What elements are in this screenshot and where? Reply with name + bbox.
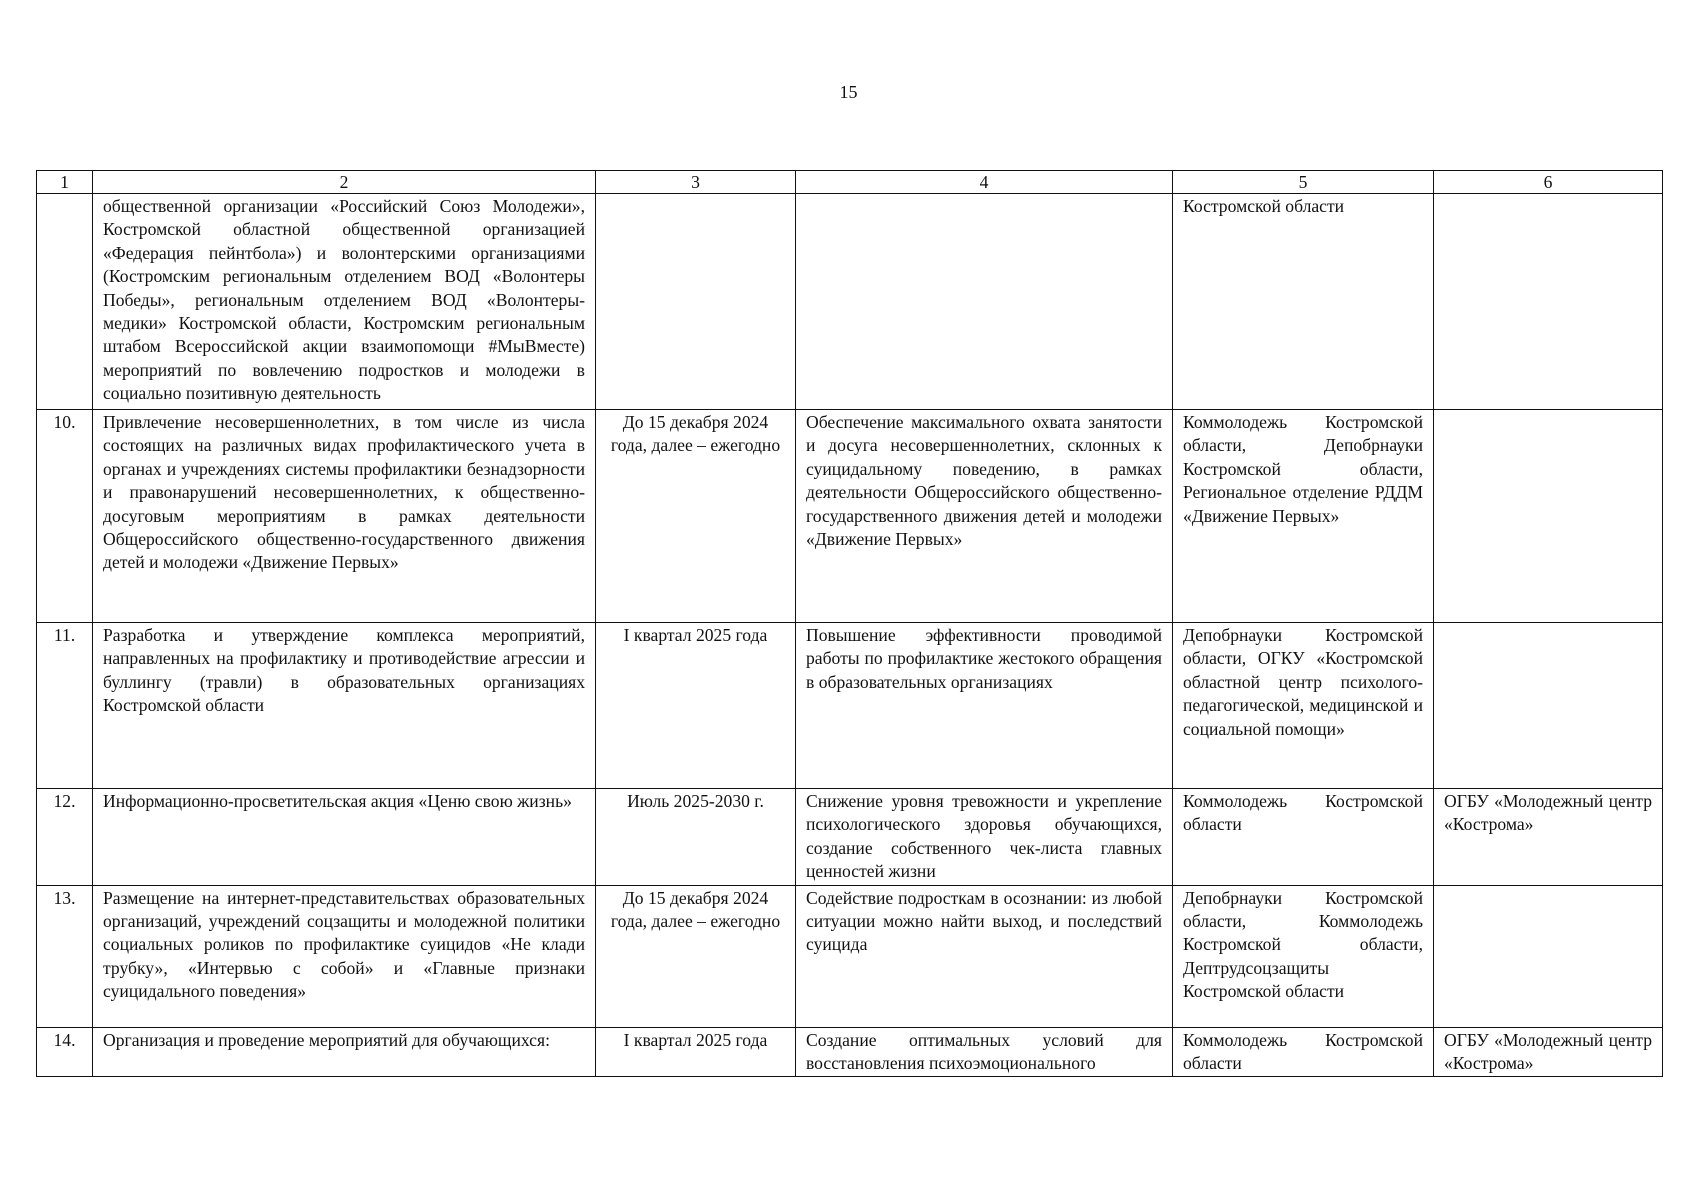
- responsible-cell: Костромской области: [1173, 194, 1434, 410]
- event-cell: общественной организации «Российский Союз Молодежи», Костромской областной общественной организацией «Федерация пейнтбола») и волонтерскими организациями (Костромским региональным отделением ВОД «Волонтеры Победы», региональным отделением ВОД «Волонтеры-медики» Костромской области, Костромским региональным штабом Всероссийской акции взаимопомощи #МыВместе) мероприятий по вовлечению подростков и молодежи в социально позитивную деятельность: [93, 194, 596, 410]
- table-row: [37, 410, 1663, 623]
- page-number: 15: [839, 82, 858, 102]
- row-number: 10.: [37, 410, 93, 623]
- table-row: [37, 623, 1663, 789]
- column-number-row: [37, 171, 1663, 194]
- table-row: [37, 1027, 1663, 1077]
- coexecutor-cell: [1434, 885, 1663, 1027]
- event-cell: Организация и проведение мероприятий для обучающихся:: [93, 1027, 596, 1077]
- event-cell: Информационно-просветительская акция «Ценю свою жизнь»: [93, 789, 596, 886]
- coexecutor-cell: [1434, 410, 1663, 623]
- column-header-6: 6: [1434, 171, 1663, 194]
- row-number: 12.: [37, 789, 93, 886]
- column-header-5: 5: [1173, 171, 1434, 194]
- term-cell: До 15 декабря 2024 года, далее – ежегодно: [596, 410, 796, 623]
- term-cell: I квартал 2025 года: [596, 623, 796, 789]
- column-header-2: 2: [93, 171, 596, 194]
- table-row: [37, 789, 1663, 886]
- responsible-cell: Депобрнауки Костромской области, Коммолодежь Костромской области, Дептрудсоцзащиты Костромской области: [1173, 885, 1434, 1027]
- responsible-cell: Коммолодежь Костромской области: [1173, 1027, 1434, 1077]
- term-cell: I квартал 2025 года: [596, 1027, 796, 1077]
- result-cell: Содействие подросткам в осознании: из любой ситуации можно найти выход, и последствий суицида: [796, 885, 1173, 1027]
- responsible-cell: Коммолодежь Костромской области, Депобрнауки Костромской области, Региональное отделение РДДМ «Движение Первых»: [1173, 410, 1434, 623]
- term-cell: Июль 2025-2030 г.: [596, 789, 796, 886]
- column-header-1: 1: [37, 171, 93, 194]
- coexecutor-cell: ОГБУ «Молодежный центр «Кострома»: [1434, 1027, 1663, 1077]
- term-cell: До 15 декабря 2024 года, далее – ежегодно: [596, 885, 796, 1027]
- table-row: [37, 885, 1663, 1027]
- row-number: 11.: [37, 623, 93, 789]
- result-cell: Повышение эффективности проводимой работы по профилактике жестокого обращения в образовательных организациях: [796, 623, 1173, 789]
- coexecutor-cell: ОГБУ «Молодежный центр «Кострома»: [1434, 789, 1663, 886]
- row-number: [37, 194, 93, 410]
- column-header-4: 4: [796, 171, 1173, 194]
- result-cell: [796, 194, 1173, 410]
- responsible-cell: Коммолодежь Костромской области: [1173, 789, 1434, 886]
- table-row: [37, 194, 1663, 410]
- event-cell: Привлечение несовершеннолетних, в том числе из числа состоящих на различных видах профилактического учета в органах и учреждениях системы профилактики безнадзорности и правонарушений несовершеннолетних, к общественно-досуговым мероприятиям в рамках деятельности Общероссийского общественно-государственного движения детей и молодежи «Движение Первых»: [93, 410, 596, 623]
- coexecutor-cell: [1434, 194, 1663, 410]
- row-number: 13.: [37, 885, 93, 1027]
- row-number: 14.: [37, 1027, 93, 1077]
- result-cell: Создание оптимальных условий для восстановления психоэмоционального: [796, 1027, 1173, 1077]
- result-cell: Обеспечение максимального охвата занятости и досуга несовершеннолетних, склонных к суицидальному поведению, в рамках деятельности Общероссийского общественно-государственного движения детей и молодежи «Движение Первых»: [796, 410, 1173, 623]
- measures-table: [36, 170, 1663, 1077]
- responsible-cell: Депобрнауки Костромской области, ОГКУ «Костромской областной центр психолого-педагогической, медицинской и социальной помощи»: [1173, 623, 1434, 789]
- result-cell: Снижение уровня тревожности и укрепление психологического здоровья обучающихся, создание собственного чек-листа главных ценностей жизни: [796, 789, 1173, 886]
- column-header-3: 3: [596, 171, 796, 194]
- event-cell: Размещение на интернет-представительствах образовательных организаций, учреждений соцзащиты и молодежной политики социальных роликов по профилактике суицидов «Не клади трубку», «Интервью с собой» и «Главные признаки суицидального поведения»: [93, 885, 596, 1027]
- event-cell: Разработка и утверждение комплекса мероприятий, направленных на профилактику и противодействие агрессии и буллингу (травли) в образовательных организациях Костромской области: [93, 623, 596, 789]
- term-cell: [596, 194, 796, 410]
- coexecutor-cell: [1434, 623, 1663, 789]
